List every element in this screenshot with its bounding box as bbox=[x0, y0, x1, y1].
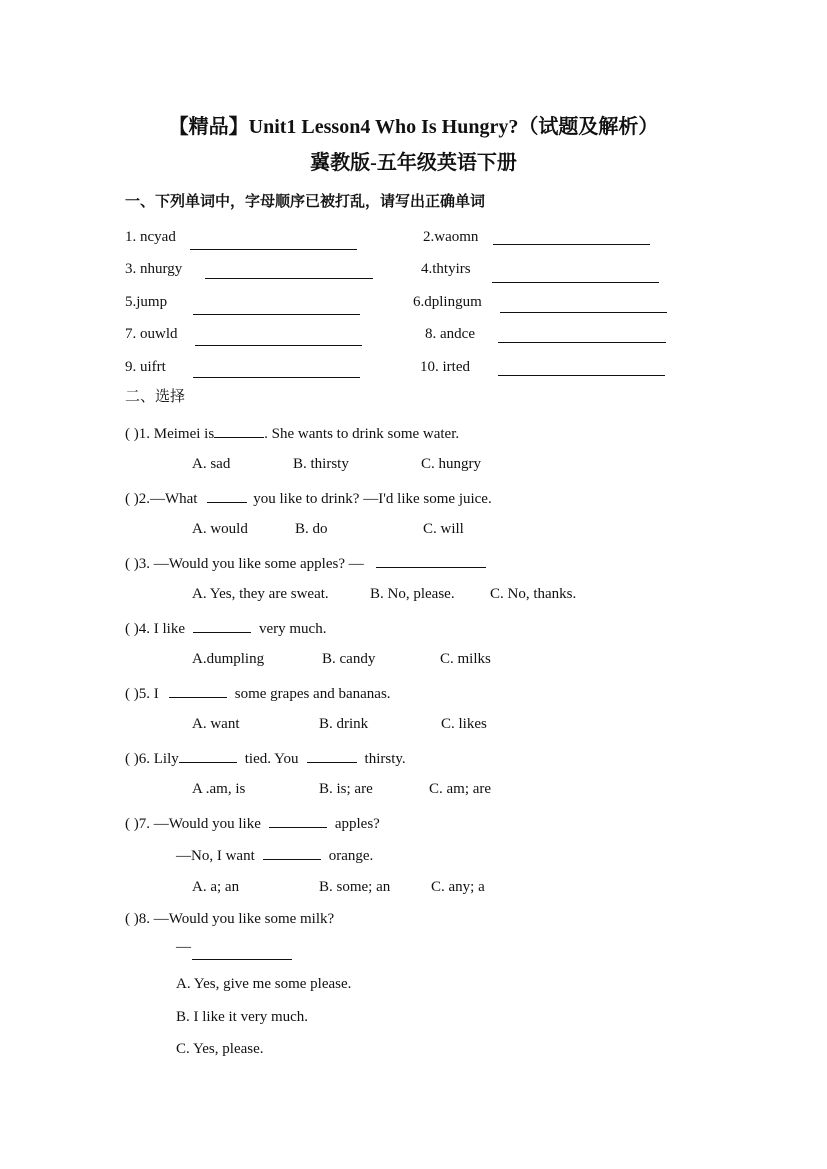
question-text: ( )4. I like bbox=[125, 621, 185, 637]
question-6 bbox=[125, 748, 406, 768]
page-subtitle: 冀教版-五年级英语下册 bbox=[310, 152, 517, 174]
answer-blank[interactable] bbox=[193, 313, 360, 315]
section1-heading: 一、下列单词中，字母顺序已被打乱，请写出正确单词 bbox=[125, 194, 486, 210]
option-c[interactable]: C. No, thanks. bbox=[490, 586, 577, 602]
answer-blank[interactable] bbox=[269, 813, 327, 828]
question-3 bbox=[125, 553, 486, 573]
answer-blank[interactable] bbox=[193, 376, 360, 378]
vocab-item: 5.jump bbox=[125, 294, 168, 310]
vocab-item: 4.thtyirs bbox=[421, 261, 471, 277]
question-5 bbox=[125, 683, 391, 703]
option-b[interactable]: B. I like it very much. bbox=[176, 1009, 309, 1025]
reply-dash: — bbox=[176, 939, 191, 955]
answer-blank[interactable] bbox=[500, 311, 667, 313]
option-b[interactable]: B. candy bbox=[322, 651, 376, 667]
option-b[interactable]: B. some; an bbox=[319, 879, 391, 895]
option-a[interactable]: A. a; an bbox=[192, 879, 240, 895]
question-text: apples? bbox=[334, 816, 380, 832]
vocab-item: 8. andce bbox=[425, 326, 475, 342]
question-text: ( )6. Lily bbox=[125, 751, 179, 767]
answer-blank[interactable] bbox=[207, 488, 247, 503]
option-b[interactable]: B. is; are bbox=[319, 781, 373, 797]
answer-blank[interactable] bbox=[498, 341, 666, 343]
answer-blank[interactable] bbox=[376, 553, 486, 568]
answer-blank[interactable] bbox=[195, 344, 362, 346]
answer-blank[interactable] bbox=[493, 243, 650, 245]
question-7-reply bbox=[176, 845, 373, 865]
option-a[interactable]: A. Yes, give me some please. bbox=[176, 976, 352, 992]
question-text: ( )7. —Would you like bbox=[125, 816, 261, 832]
answer-blank[interactable] bbox=[192, 958, 292, 960]
option-c[interactable]: C. Yes, please. bbox=[176, 1041, 264, 1057]
question-text: tied. You bbox=[244, 751, 299, 767]
vocab-item: 7. ouwld bbox=[125, 326, 178, 342]
answer-blank[interactable] bbox=[190, 248, 357, 250]
question-text: very much. bbox=[258, 621, 327, 637]
option-a[interactable]: A .am, is bbox=[192, 781, 246, 797]
option-a[interactable]: A. would bbox=[192, 521, 248, 537]
vocab-item: 6.dplingum bbox=[413, 294, 482, 310]
option-c[interactable]: C. likes bbox=[441, 716, 487, 732]
answer-blank[interactable] bbox=[169, 683, 227, 698]
question-text: you like to drink? —I'd like some juice. bbox=[253, 491, 492, 507]
question-text: —No, I want bbox=[176, 848, 255, 864]
vocab-item: 3. nhurgy bbox=[125, 261, 183, 277]
question-2 bbox=[125, 488, 492, 508]
question-text: orange. bbox=[328, 848, 374, 864]
question-text: ( )3. —Would you like some apples? — bbox=[125, 556, 364, 572]
option-c[interactable]: C. milks bbox=[440, 651, 491, 667]
vocab-item: 2.waomn bbox=[423, 229, 479, 245]
question-text: ( )1. Meimei is bbox=[125, 426, 215, 442]
answer-blank[interactable] bbox=[193, 618, 251, 633]
option-c[interactable]: C. hungry bbox=[421, 456, 481, 472]
answer-blank[interactable] bbox=[179, 748, 237, 763]
question-text: thirsty. bbox=[364, 751, 406, 767]
question-8: ( )8. —Would you like some milk? bbox=[125, 911, 335, 927]
option-a[interactable]: A. want bbox=[192, 716, 240, 732]
option-a[interactable]: A. sad bbox=[192, 456, 231, 472]
vocab-item: 1. ncyad bbox=[125, 229, 176, 245]
answer-blank[interactable] bbox=[492, 281, 659, 283]
option-c[interactable]: C. am; are bbox=[429, 781, 492, 797]
option-b[interactable]: B. drink bbox=[319, 716, 369, 732]
question-4 bbox=[125, 618, 326, 638]
option-a[interactable]: A.dumpling bbox=[192, 651, 265, 667]
page-title: 【精品】Unit1 Lesson4 Who Is Hungry?（试题及解析） bbox=[168, 116, 659, 138]
option-b[interactable]: B. No, please. bbox=[370, 586, 455, 602]
question-1 bbox=[125, 423, 459, 443]
option-a[interactable]: A. Yes, they are sweat. bbox=[192, 586, 329, 602]
section2-heading: 二、选择 bbox=[125, 389, 186, 405]
question-text: . She wants to drink some water. bbox=[264, 426, 460, 442]
answer-blank[interactable] bbox=[263, 845, 321, 860]
option-c[interactable]: C. any; a bbox=[431, 879, 485, 895]
answer-blank[interactable] bbox=[205, 277, 373, 279]
answer-blank[interactable] bbox=[498, 374, 665, 376]
question-7 bbox=[125, 813, 380, 833]
question-text: some grapes and bananas. bbox=[234, 686, 391, 702]
vocab-item: 9. uifrt bbox=[125, 359, 166, 375]
option-b[interactable]: B. thirsty bbox=[293, 456, 349, 472]
vocab-item: 10. irted bbox=[420, 359, 470, 375]
question-text: ( )5. I bbox=[125, 686, 159, 702]
question-text: ( )2.—What bbox=[125, 491, 198, 507]
answer-blank[interactable] bbox=[214, 423, 264, 438]
option-c[interactable]: C. will bbox=[423, 521, 464, 537]
answer-blank[interactable] bbox=[307, 748, 357, 763]
option-b[interactable]: B. do bbox=[295, 521, 328, 537]
